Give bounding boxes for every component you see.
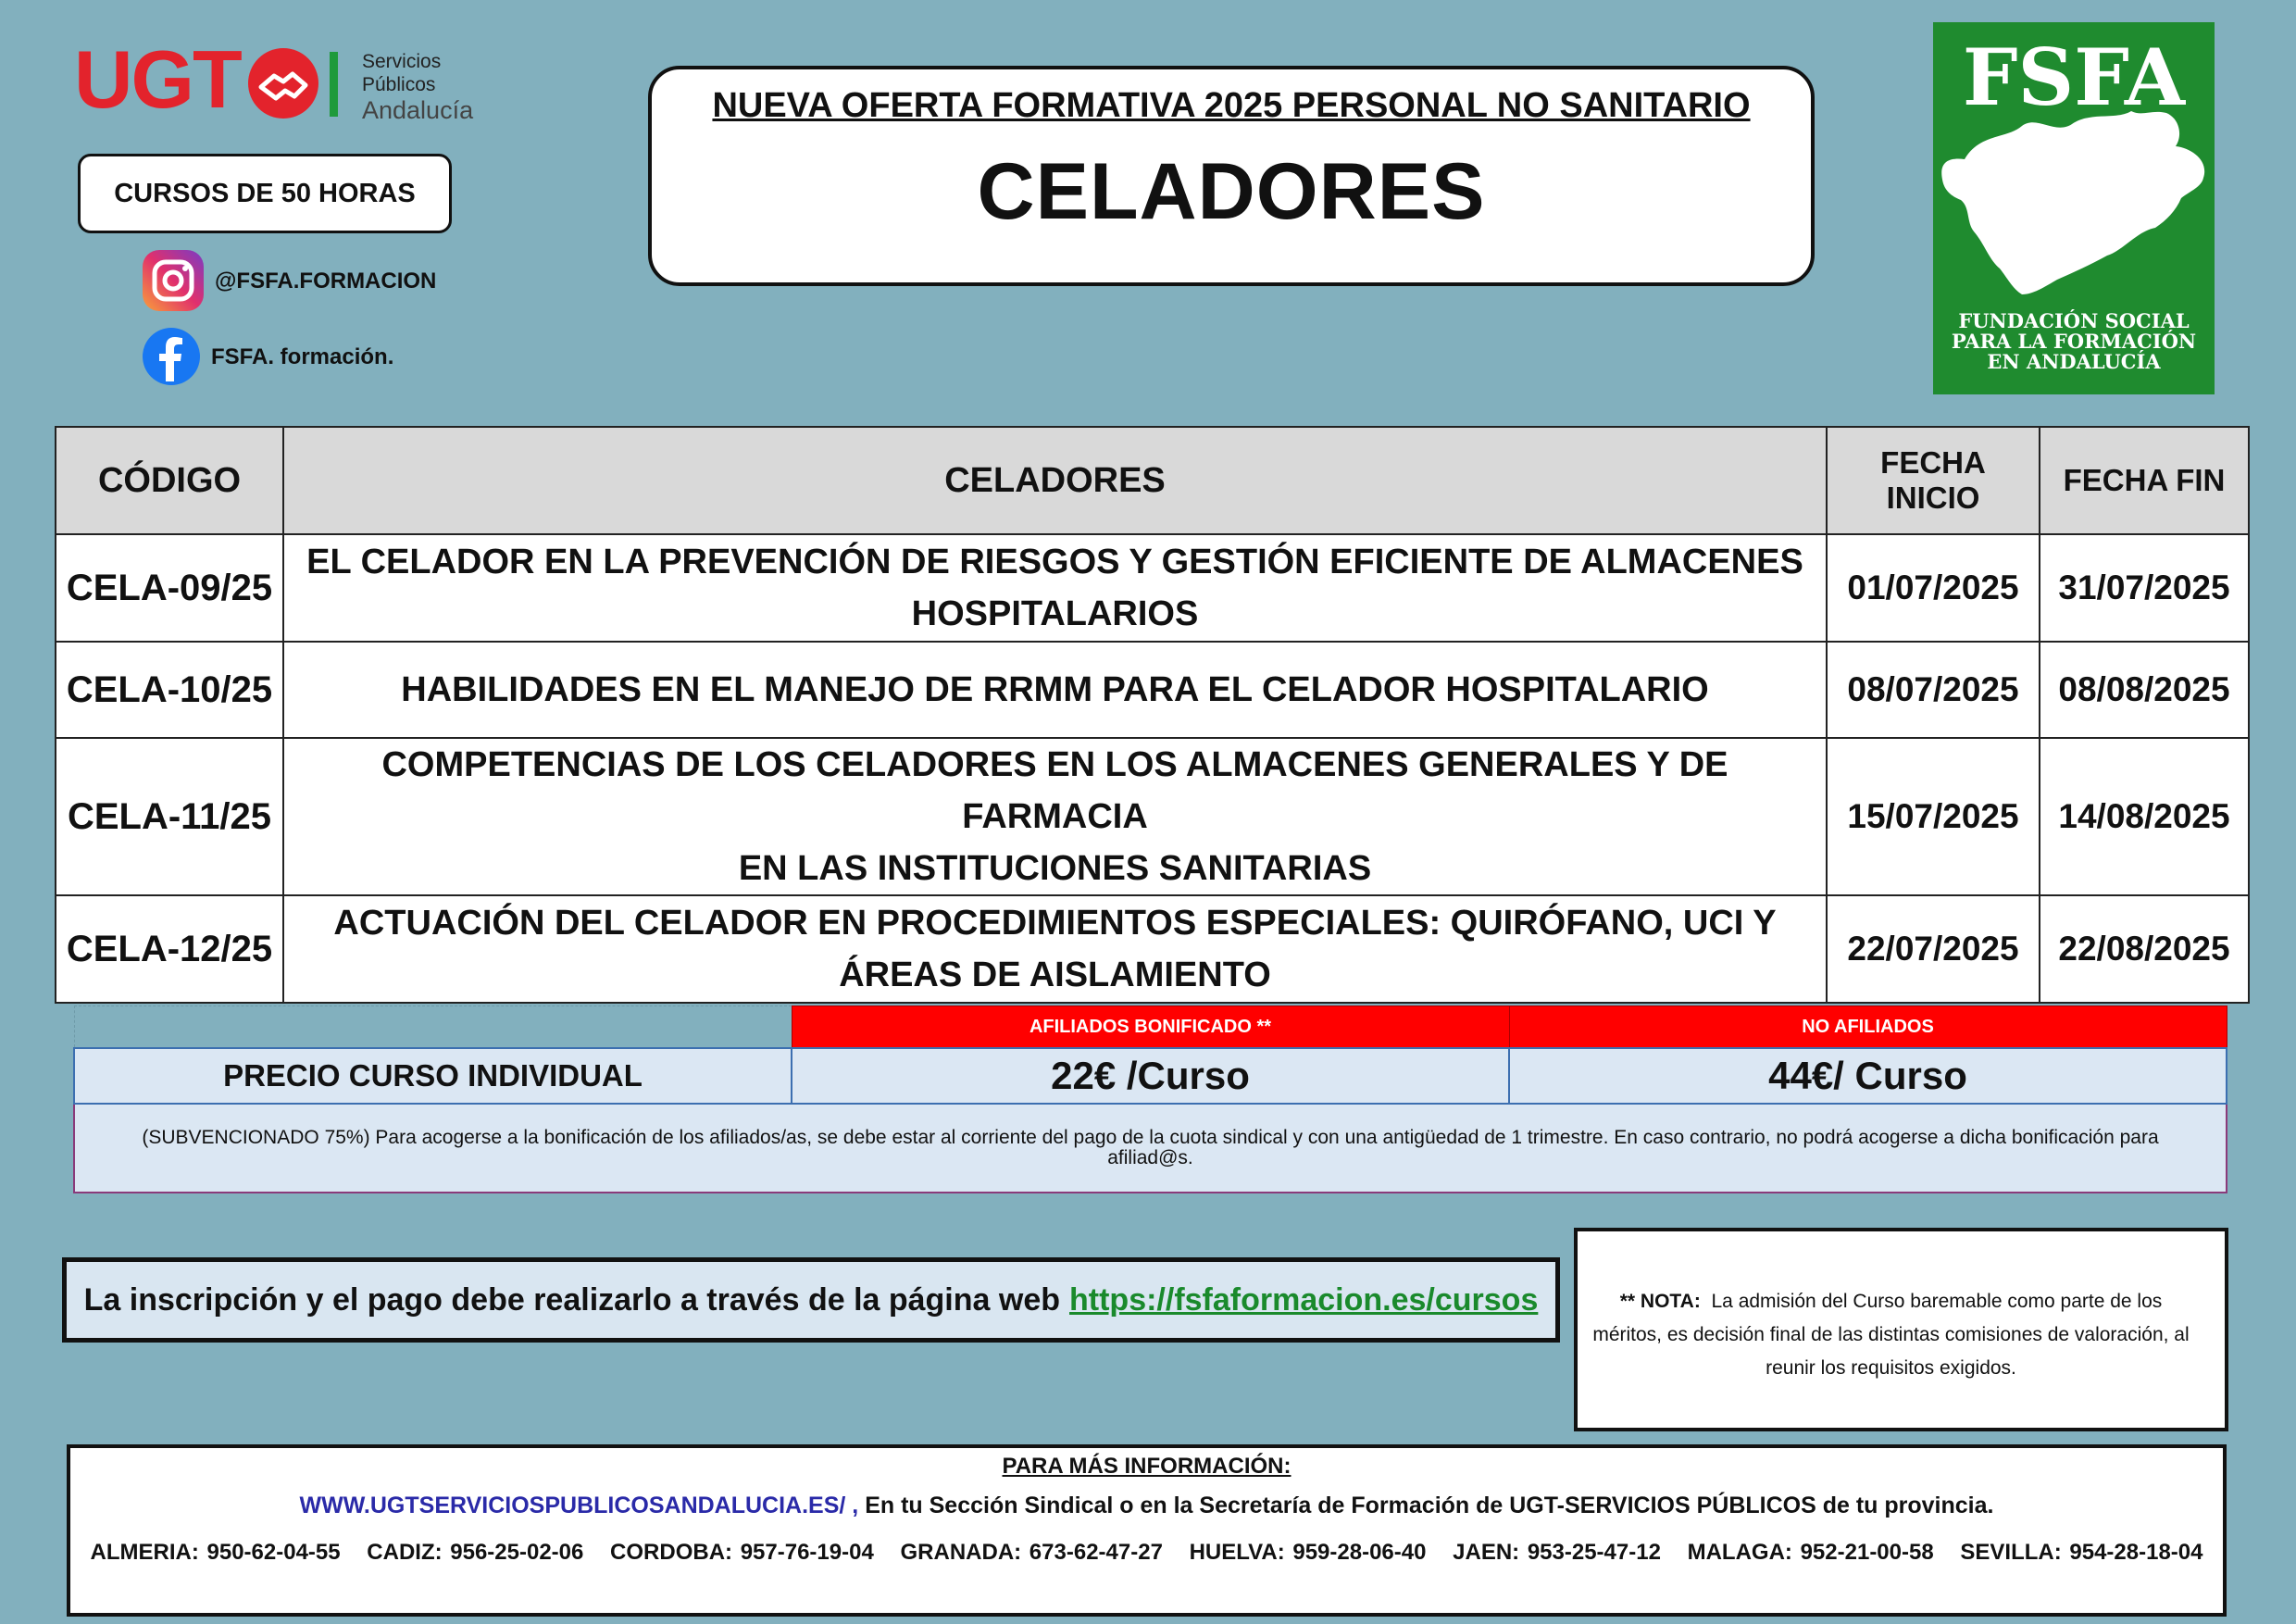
course-code: CELA-10/25: [56, 642, 283, 738]
province-phones: [70, 1540, 2223, 1566]
affiliated-price: 22€ /Curso: [792, 1048, 1509, 1104]
course-end-date: 14/08/2025: [2040, 738, 2249, 895]
course-name: [283, 895, 1827, 1003]
instagram-handle[interactable]: @FSFA.FORMACION: [215, 269, 437, 294]
course-hours-badge: CURSOS DE 50 HORAS: [78, 154, 452, 233]
non-affiliated-price: 44€/ Curso: [1509, 1048, 2227, 1104]
info-line: [70, 1493, 2223, 1519]
fsfa-logo-text: FSFA: [1962, 31, 2186, 123]
phone-granada: GRANADA: 673-62-47-27: [900, 1540, 1163, 1565]
courses-header-row: [56, 427, 2249, 534]
header-end-date: FECHA FIN: [2040, 427, 2249, 534]
fsfa-line-2: PARA LA FORMACIÓN: [1951, 330, 2197, 353]
table-row: [56, 738, 2249, 895]
price-row-label: PRECIO CURSO INDIVIDUAL: [74, 1048, 792, 1104]
course-start-date: 01/07/2025: [1827, 534, 2040, 642]
inscription-text: La inscripción y el pago debe realizarlo a través de la página web: [83, 1281, 1061, 1318]
inscription-box: [62, 1257, 1560, 1343]
course-start-date: 08/07/2025: [1827, 642, 2040, 738]
course-end-date: 08/08/2025: [2040, 642, 2249, 738]
info-title: PARA MÁS INFORMACIÓN:: [1002, 1454, 1292, 1479]
price-row: [74, 1048, 2227, 1104]
course-code: CELA-09/25: [56, 534, 283, 642]
header-non-affiliated: NO AFILIADOS: [1509, 1006, 2227, 1049]
table-row: [56, 895, 2249, 1003]
course-name-line-1: COMPETENCIAS DE LOS CELADORES EN LOS ALMACENES GENERALES Y DE FARMACIA: [381, 745, 1728, 836]
course-name-line-2: ÁREAS DE AISLAMIENTO: [839, 956, 1271, 994]
price-table: [73, 1006, 2227, 1193]
course-name: [283, 738, 1827, 895]
facebook-icon[interactable]: [141, 326, 202, 392]
course-name: [283, 534, 1827, 642]
course-name-line-1: ACTUACIÓN DEL CELADOR EN PROCEDIMIENTOS ESPECIALES: QUIRÓFANO, UCI Y: [333, 904, 1777, 943]
info-box: [67, 1444, 2227, 1617]
phone-cadiz: CADIZ: 956-25-02-06: [367, 1540, 584, 1565]
phone-cordoba: CORDOBA: 957-76-19-04: [610, 1540, 874, 1565]
page-title: CELADORES: [977, 147, 1486, 236]
price-header-blank: [74, 1006, 792, 1049]
ugt-website-link[interactable]: WWW.UGTSERVICIOSPUBLICOSANDALUCIA.ES/ ,: [299, 1493, 859, 1518]
header-code: CÓDIGO: [56, 427, 283, 534]
phone-huelva: HUELVA: 959-28-06-40: [1189, 1540, 1427, 1565]
phone-jaen: JAEN: 953-25-47-12: [1453, 1540, 1661, 1565]
fsfa-line-3: EN ANDALUCÍA: [1987, 350, 2161, 373]
fsfa-logo-caption: [1933, 311, 2215, 372]
ugt-logo-subtitle: [362, 50, 473, 125]
course-start-date: 22/07/2025: [1827, 895, 2040, 1003]
header-course-name: CELADORES: [283, 427, 1827, 534]
instagram-icon[interactable]: [141, 248, 206, 318]
price-note-row: [74, 1104, 2227, 1193]
phone-almeria: ALMERIA: 950-62-04-55: [90, 1540, 341, 1565]
ugt-line-servicios: Servicios: [362, 51, 442, 72]
facebook-handle[interactable]: FSFA. formación.: [211, 344, 394, 369]
course-name-line-2: HOSPITALARIOS: [911, 594, 1199, 633]
title-box: [648, 66, 1815, 286]
handshake-icon: [248, 48, 318, 119]
ugt-logo-text: UGT: [74, 33, 241, 125]
header-affiliated: AFILIADOS BONIFICADO **: [792, 1006, 1509, 1049]
course-code: CELA-11/25: [56, 738, 283, 895]
price-header-row: [74, 1006, 2227, 1049]
nota-box: [1574, 1228, 2228, 1431]
courses-table: [55, 426, 2250, 1004]
info-text: En tu Sección Sindical o en la Secretaría de Formación de UGT-SERVICIOS PÚBLICOS de tu provincia.: [865, 1493, 1994, 1518]
phone-sevilla: SEVILLA: 954-28-18-04: [1960, 1540, 2203, 1565]
course-name-line-1: EL CELADOR EN LA PREVENCIÓN DE RIESGOS Y GESTIÓN EFICIENTE DE ALMACENES: [306, 543, 1803, 581]
table-row: [56, 534, 2249, 642]
course-name-line-2: EN LAS INSTITUCIONES SANITARIAS: [738, 849, 1372, 888]
ugt-green-bar: [330, 52, 338, 117]
inscription-link[interactable]: https://fsfaformacion.es/cursos: [1069, 1281, 1539, 1318]
header-start-date: FECHA INICIO: [1827, 427, 2040, 534]
ugt-line-andalucia: Andalucía: [362, 96, 474, 124]
table-row: [56, 642, 2249, 738]
course-start-date: 15/07/2025: [1827, 738, 2040, 895]
course-code: CELA-12/25: [56, 895, 283, 1003]
fsfa-logo: [1933, 22, 2215, 394]
ugt-line-publicos: Públicos: [362, 74, 436, 95]
course-end-date: 31/07/2025: [2040, 534, 2249, 642]
fsfa-line-1: FUNDACIÓN SOCIAL: [1958, 309, 2190, 332]
nota-text: La admisión del Curso baremable como parte de los méritos, es decisión final de las distintas comisiones de valoración, al reunir los requisitos exigidos.: [1592, 1291, 2190, 1379]
offer-subtitle: NUEVA OFERTA FORMATIVA 2025 PERSONAL NO SANITARIO: [712, 86, 1751, 125]
nota-label: ** NOTA:: [1619, 1291, 1701, 1312]
phone-malaga: MALAGA: 952-21-00-58: [1687, 1540, 1934, 1565]
price-note: (SUBVENCIONADO 75%) Para acogerse a la bonificación de los afiliados/as, se debe estar al corriente del pago de la cuota sindical y con una antigüedad de 1 trimestre. En caso contrario, no podrá acogerse a dicha bonificación para afiliad@s.: [74, 1104, 2227, 1193]
course-name: HABILIDADES EN EL MANEJO DE RRMM PARA EL CELADOR HOSPITALARIO: [283, 642, 1827, 738]
course-end-date: 22/08/2025: [2040, 895, 2249, 1003]
